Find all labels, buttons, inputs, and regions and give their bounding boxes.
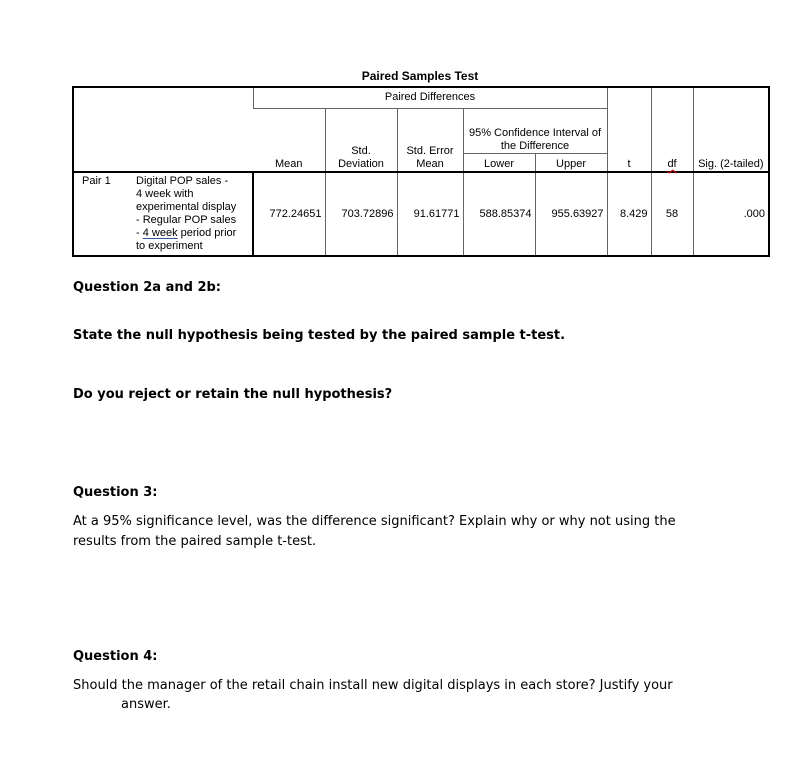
question-3-text: At a 95% significance level, was the difference significant? Explain why or why not using the results from the paired sample t-test. xyxy=(73,514,676,549)
table-title: Paired Samples Test xyxy=(361,69,479,83)
col-lower-header: Lower xyxy=(463,153,535,172)
question-2a-text: State the null hypothesis being tested by the paired sample t-test. xyxy=(73,328,566,343)
question-4-text-line1: Should the manager of the retail chain install new digital displays in each store? Justify your xyxy=(73,678,673,693)
col-std-err-header: Std. Error Mean xyxy=(397,108,463,172)
pair-label: Pair 1 xyxy=(73,172,133,256)
question-2b-text: Do you reject or retain the null hypothesis? xyxy=(73,387,393,402)
col-sig-header: Sig. (2-tailed) xyxy=(693,87,769,172)
col-upper-header: Upper xyxy=(535,153,607,172)
col-df-header: df xyxy=(651,87,693,172)
col-t-header: t xyxy=(607,87,651,172)
question-2-heading: Question 2a and 2b: xyxy=(73,280,221,295)
cell-std-dev: 703.72896 xyxy=(325,172,397,256)
question-4-heading: Question 4: xyxy=(73,649,158,664)
cell-mean: 772.24651 xyxy=(253,172,325,256)
cell-sig: .000 xyxy=(693,172,769,256)
col-mean-header: Mean xyxy=(274,158,303,170)
ci-header: 95% Confidence Interval of the Difference xyxy=(463,108,607,153)
question-3-heading: Question 3: xyxy=(73,485,158,500)
paired-differences-header: Paired Differences xyxy=(253,87,607,108)
cell-df: 58 xyxy=(651,172,693,256)
cell-upper: 955.63927 xyxy=(535,172,607,256)
cell-lower: 588.85374 xyxy=(463,172,535,256)
variable-label: Digital POP sales - 4 week with experimental display - Regular POP sales - 4 week period prior to experiment xyxy=(133,172,253,256)
paired-samples-table xyxy=(72,86,770,257)
cell-t: 8.429 xyxy=(607,172,651,256)
col-std-dev-header: Std. Deviation xyxy=(325,108,397,172)
cell-std-err: 91.61771 xyxy=(397,172,463,256)
question-4-text-line2: answer. xyxy=(121,697,171,712)
